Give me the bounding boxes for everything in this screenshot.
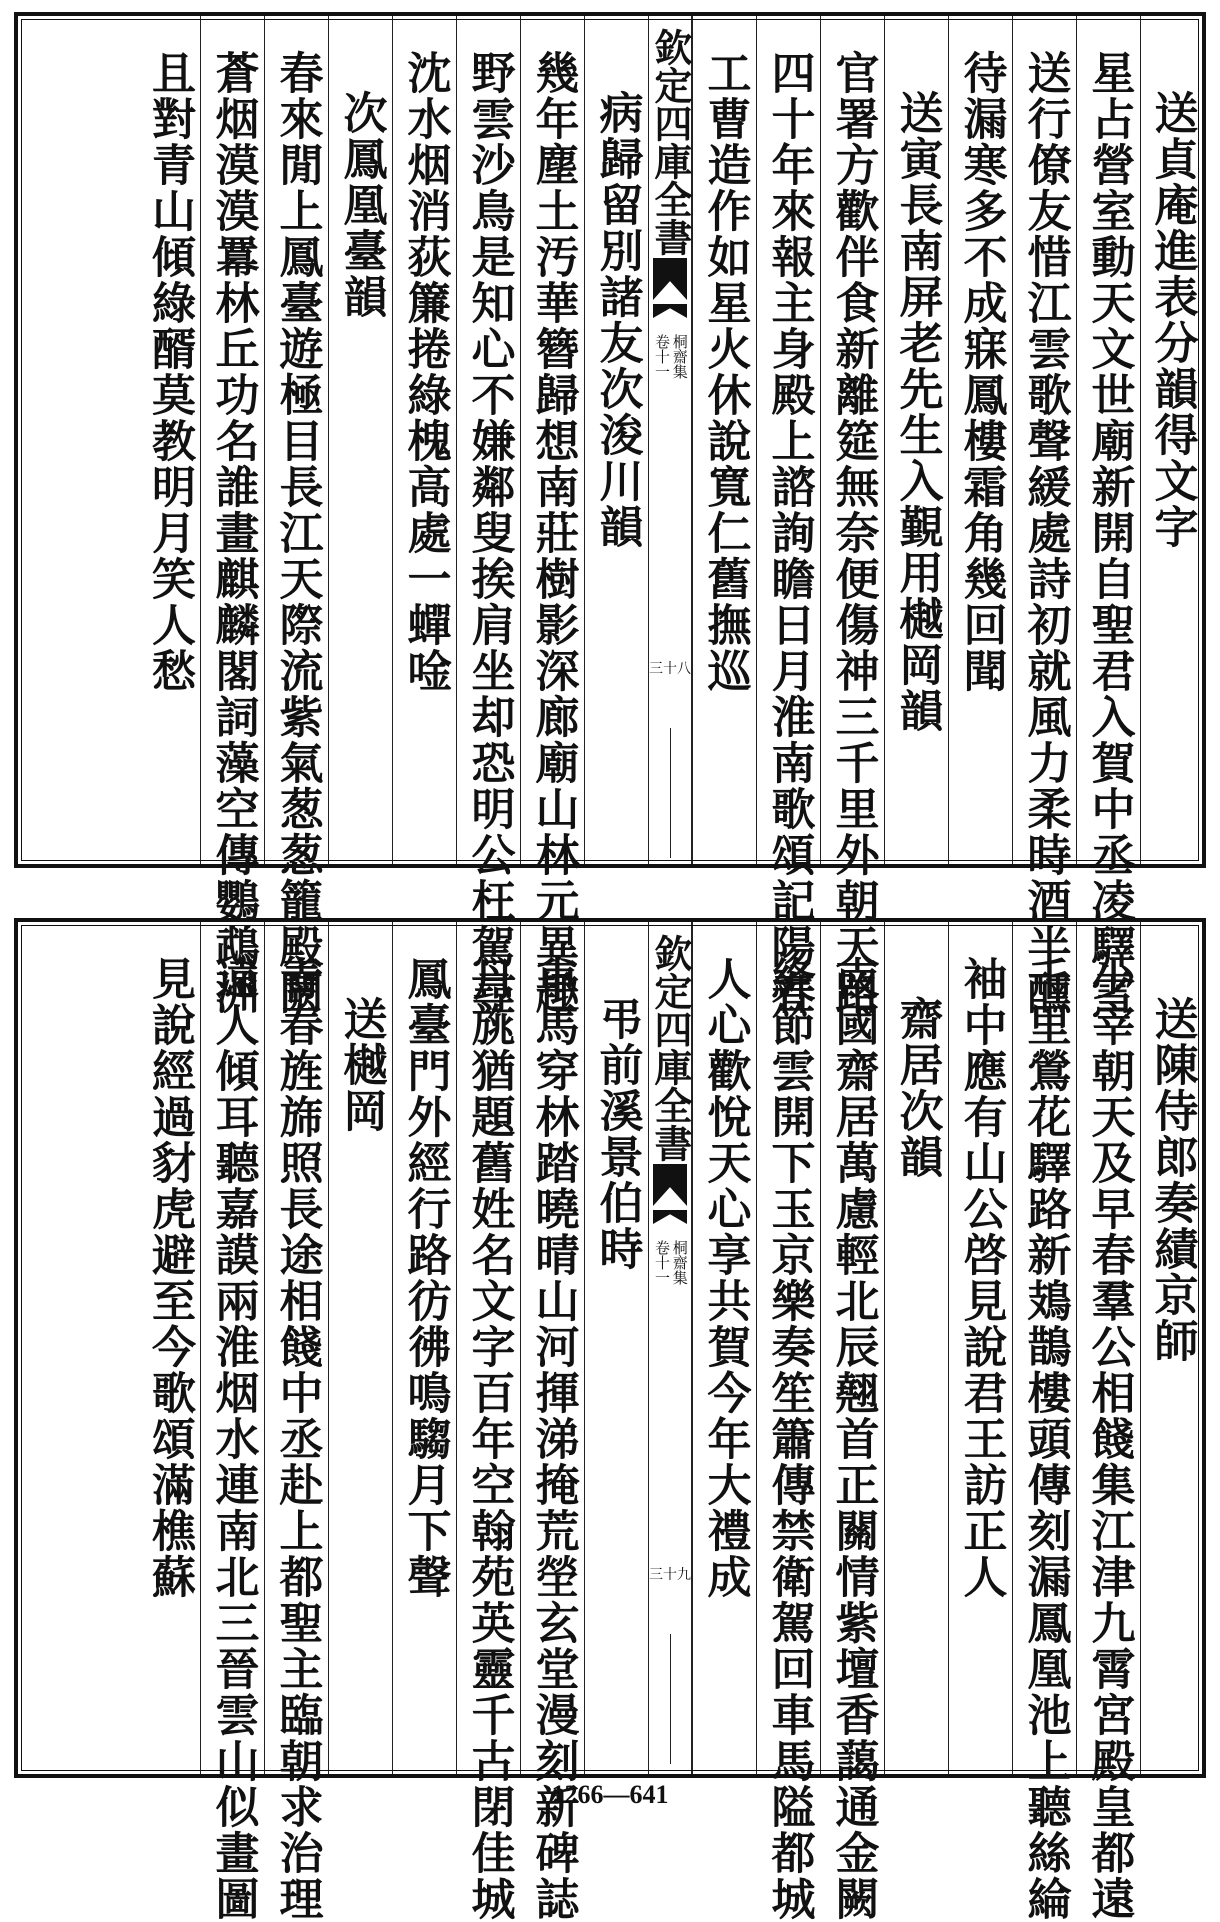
column-text: 沈水烟消荻簾捲綠槐高處一蟬唫	[399, 50, 451, 694]
column-text: 官署方歡伴食新離筵無奈便傷神三千里外朝天路	[827, 50, 879, 1016]
margin-title-text: 欽定四庫全書	[648, 28, 693, 256]
poem-title	[584, 922, 648, 1774]
text-column	[948, 16, 1012, 864]
text-column	[138, 922, 200, 1774]
fish-tail-ornament	[653, 258, 687, 300]
column-text: 遠人傾耳聽嘉謨兩淮烟水連南北三晉雲山似畫圖	[207, 956, 259, 1922]
volume-number: 卷十一	[653, 1240, 671, 1285]
fish-tail-ornament	[653, 1164, 687, 1206]
fish-tail-ornament-lower	[653, 304, 687, 318]
text-column	[392, 16, 456, 864]
text-column	[264, 16, 328, 1016]
column-text: 丹旐猶題舊姓名文字百年空翰苑英靈千古閉佳城	[463, 956, 515, 1922]
poem-title	[328, 922, 392, 1774]
column-text: 車馬穿林踏曉晴山河揮涕掩荒塋玄堂漫刻新碑誌	[527, 956, 579, 1922]
poem-title	[1140, 16, 1202, 864]
text-column	[692, 922, 756, 1774]
book-margin	[648, 922, 692, 1774]
column-text: 送樾岡	[335, 996, 387, 1134]
book-margin	[648, 16, 692, 864]
text-column	[1076, 16, 1140, 1016]
book-volume	[649, 1240, 691, 1285]
collection-title	[649, 28, 691, 256]
column-text: 幾年塵土汚華簪歸想南莊樹影深廊廟山林元異趣	[527, 50, 579, 1016]
column-text: 且對青山傾綠醑莫教明月笑人愁	[144, 50, 195, 694]
column-text: 送行僚友惜江雲歌聲緩處詩初就風力柔時酒半醺	[1019, 50, 1071, 1016]
poem-title	[884, 16, 948, 864]
text-column	[138, 16, 200, 864]
column-text: 少宰朝天及早春羣公相餞集江津九霄宮殿皇都遠	[1083, 956, 1135, 1922]
column-text: 次鳳凰臺韻	[335, 90, 387, 320]
text-column	[756, 16, 820, 1016]
page-top	[14, 12, 1206, 1016]
text-column	[948, 922, 1012, 1774]
column-text: 鳳臺門外經行路彷彿鳴騶月下聲	[399, 956, 451, 1600]
text-column	[756, 922, 820, 1922]
column-text: 青春旌旆照長途相餞中丞赴上都聖主臨朝求治理	[271, 956, 323, 1922]
column-text: 齋居次韻	[891, 996, 943, 1180]
text-column	[820, 922, 884, 1922]
column-text: 南國齋居萬慮輕北辰翹首正關情紫壇香藹通金闕	[827, 956, 879, 1922]
poem-title	[328, 16, 392, 864]
column-text: 野雲沙鳥是知心不嫌鄰叟挨肩坐却恐明公枉駕尋	[463, 50, 515, 1016]
column-text: 送貞庵進表分韻得文字	[1146, 90, 1198, 550]
column-text: 送寅長南屏老先生入覲用樾岡韻	[891, 90, 943, 734]
text-column	[456, 16, 520, 1016]
column-text: 待漏寒多不成寐鳳樓霜角幾回聞	[955, 50, 1007, 694]
page-number: 三十九	[649, 1567, 691, 1583]
column-text: 絳節雲開下玉京樂奏笙簫傳禁衛駕回車馬隘都城	[763, 956, 815, 1922]
column-text: 千里鶯花驛路新鳷鵲樓頭傳刻漏鳳凰池上聽絲綸	[1019, 956, 1071, 1922]
text-column	[520, 16, 584, 1016]
column-text: 送陳侍郎奏績京師	[1146, 996, 1198, 1364]
book-name: 桐齋集	[670, 334, 689, 379]
column-text: 袖中應有山公啓見說君王訪正人	[955, 956, 1007, 1600]
column-text: 見說經過豺虎避至今歌頌滿樵蘇	[144, 956, 195, 1600]
text-column	[200, 922, 264, 1922]
volume-number: 卷十一	[653, 334, 671, 379]
text-column	[520, 922, 584, 1922]
column-text: 人心歡悅天心享共賀今年大禮成	[699, 956, 751, 1600]
column-text: 蒼烟漠漠羃林丘功名誰畫麒麟閣詞藻空傳鸚鵡洲	[207, 50, 259, 1016]
text-column	[820, 16, 884, 1016]
text-column	[692, 16, 756, 864]
text-column	[200, 16, 264, 1016]
column-text: 四十年來報主身殿上諮詢瞻日月淮南歌頌記陽春	[763, 50, 815, 1016]
book-volume	[649, 334, 691, 379]
column-text: 病歸留別諸友次浚川韻	[591, 90, 643, 550]
column-text: 工曹造作如星火休說寬仁舊撫巡	[699, 50, 751, 694]
book-name: 桐齋集	[670, 1240, 689, 1285]
margin-title-text: 欽定四庫全書	[648, 934, 693, 1162]
text-column	[1076, 922, 1140, 1922]
margin-rule	[670, 1634, 671, 1764]
page-number: 三十八	[649, 661, 691, 677]
poem-title	[884, 922, 948, 1774]
poem-title	[1140, 922, 1202, 1774]
poem-title	[584, 16, 648, 864]
text-column	[1012, 922, 1076, 1922]
catalog-page-number: 1266—641	[551, 1780, 669, 1809]
collection-title	[649, 934, 691, 1162]
text-column	[1012, 16, 1076, 1016]
column-text: 春來閒上鳳臺遊極目長江天際流紫氣葱葱籠殿闕	[271, 50, 323, 1016]
column-text: 弔前溪景伯時	[591, 996, 643, 1272]
text-column	[264, 922, 328, 1922]
text-column	[456, 922, 520, 1922]
column-text: 星占營室動天文世廟新開自聖君入賀中丞凌驛雪	[1083, 50, 1135, 1016]
text-column	[392, 922, 456, 1774]
margin-rule	[670, 728, 671, 858]
fish-tail-ornament-lower	[653, 1210, 687, 1224]
